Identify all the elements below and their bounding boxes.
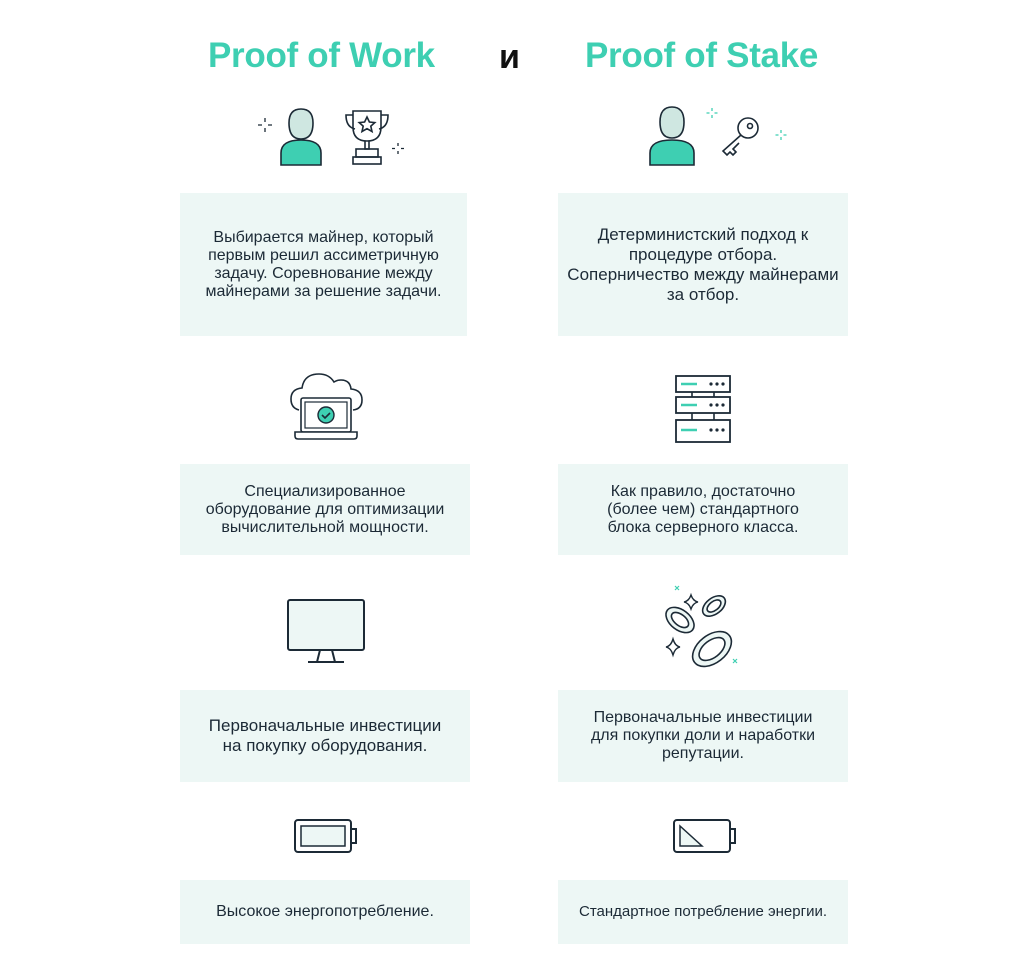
- battery-full-icon: [293, 818, 359, 854]
- pos-selection-text: Детерминистский подход к процедуре отбора. Соперничество между майнерами за отбор.: [567, 224, 839, 304]
- sparkle-icon: [707, 108, 787, 140]
- laptop-cloud-icon: [289, 372, 363, 444]
- pow-hardware-text: Специализированное оборудование для оптимизации вычислительной мощности.: [205, 482, 445, 536]
- pow-investment-box: [180, 690, 470, 782]
- pos-selection-box: [558, 193, 848, 336]
- pos-energy-text: Стандартное потребление энергии.: [579, 903, 827, 920]
- pow-energy-box: [180, 880, 470, 944]
- coins-icon: [660, 583, 746, 673]
- trophy-icon: [346, 111, 388, 164]
- pos-hardware-text: Как правило, достаточно (более чем) стандартного блока серверного класса.: [607, 482, 799, 536]
- server-rack-icon: [674, 374, 732, 446]
- connector-text: и: [499, 38, 520, 76]
- pow-hardware-box: [180, 464, 470, 555]
- key-icon: [723, 118, 758, 155]
- proof-of-work-title: Proof of Work: [208, 36, 435, 75]
- pos-investment-text: Первоначальные инвестиции для покупки доли и наработки репутации.: [590, 709, 816, 762]
- pow-investment-text: Первоначальные инвестиции на покупку оборудования.: [208, 716, 442, 755]
- monitor-icon: [286, 598, 366, 666]
- pow-selection-box: [180, 193, 467, 336]
- pow-energy-text: Высокое энергопотребление.: [216, 903, 434, 920]
- user-icon: [640, 103, 800, 169]
- proof-of-stake-title: Proof of Stake: [585, 36, 819, 75]
- sparkle-icon: [258, 118, 404, 154]
- pow-selection-text: Выбирается майнер, который первым решил ассиметричную задачу. Соревнование между майнерами за решение задачи.: [205, 228, 442, 300]
- pos-investment-box: [558, 690, 848, 782]
- pos-energy-box: [558, 880, 848, 944]
- pos-hardware-box: [558, 464, 848, 555]
- user-icon: [255, 105, 415, 170]
- battery-low-icon: [672, 818, 738, 854]
